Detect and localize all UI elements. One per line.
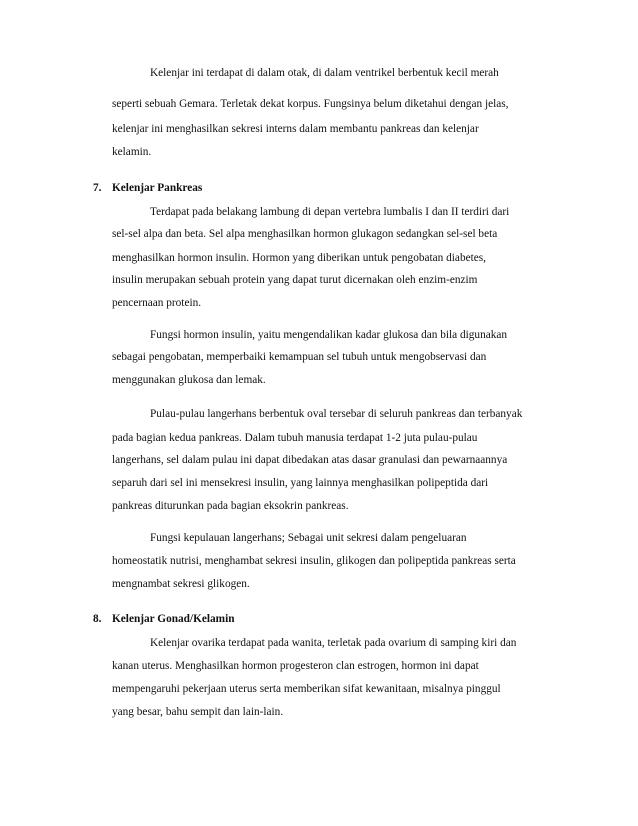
section-number: 8. [93,613,102,625]
paragraph-line: insulin merupakan sebuah protein yang dapat turut dicernakan oleh enzim-enzim [112,274,478,286]
paragraph-line: Pulau-pulau langerhans berbentuk oval tersebar di seluruh pankreas dan terbanyak [150,408,523,420]
intro-line: Kelenjar ini terdapat di dalam otak, di dalam ventrikel berbentuk kecil merah [150,67,499,79]
paragraph-line: mempengaruhi pekerjaan uterus serta memberikan sifat kewanitaan, misalnya pinggul [112,683,501,695]
paragraph-line: homeostatik nutrisi, menghambat sekresi insulin, glikogen dan polipeptida pankreas serta [112,555,516,567]
paragraph-line: Fungsi hormon insulin, yaitu mengendalikan kadar glukosa dan bila digunakan [150,329,508,341]
paragraph-line: Kelenjar ovarika terdapat pada wanita, terletak pada ovarium di samping kiri dan [150,637,517,649]
paragraph-line: Fungsi kepulauan langerhans; Sebagai unit sekresi dalam pengeluaran [150,532,467,544]
section-number: 7. [93,182,102,194]
section-heading: Kelenjar Gonad/Kelamin [112,613,235,625]
section-heading: Kelenjar Pankreas [112,182,203,194]
paragraph-line: langerhans, sel dalam pulau ini dapat dibedakan atas dasar granulasi dan pewarnaannya [112,454,508,466]
paragraph-line: kanan uterus. Menghasilkan hormon progesteron clan estrogen, hormon ini dapat [112,660,479,672]
paragraph-line: sel-sel alpa dan beta. Sel alpa menghasilkan hormon glukagon sedangkan sel-sel beta [112,228,498,240]
paragraph-line: menghasilkan hormon insulin. Hormon yang diberikan untuk pengobatan diabetes, [112,252,486,264]
intro-line: kelenjar ini menghasilkan sekresi interns dalam membantu pankreas dan kelenjar [112,123,479,135]
paragraph-line: menggunakan glukosa dan lemak. [112,374,266,386]
paragraph-line: pencernaan protein. [112,297,202,309]
paragraph-line: pankreas diturunkan pada bagian eksokrin pankreas. [112,500,349,512]
paragraph-line: separuh dari sel ini mensekresi insulin, yang lainnya menghasilkan polipeptida dari [112,477,489,489]
paragraph-line: sebagai pengobatan, memperbaiki kemampuan sel tubuh untuk mengobservasi dan [112,351,487,363]
paragraph-line: yang besar, bahu sempit dan lain-lain. [112,706,284,718]
intro-line: kelamin. [112,146,152,158]
intro-line: seperti sebuah Gemara. Terletak dekat korpus. Fungsinya belum diketahui dengan jelas, [112,98,509,110]
paragraph-line: pada bagian kedua pankreas. Dalam tubuh manusia terdapat 1-2 juta pulau-pulau [112,432,478,444]
paragraph-line: Terdapat pada belakang lambung di depan vertebra lumbalis I dan II terdiri dari [150,206,510,218]
paragraph-line: mengnambat sekresi glikogen. [112,578,250,590]
